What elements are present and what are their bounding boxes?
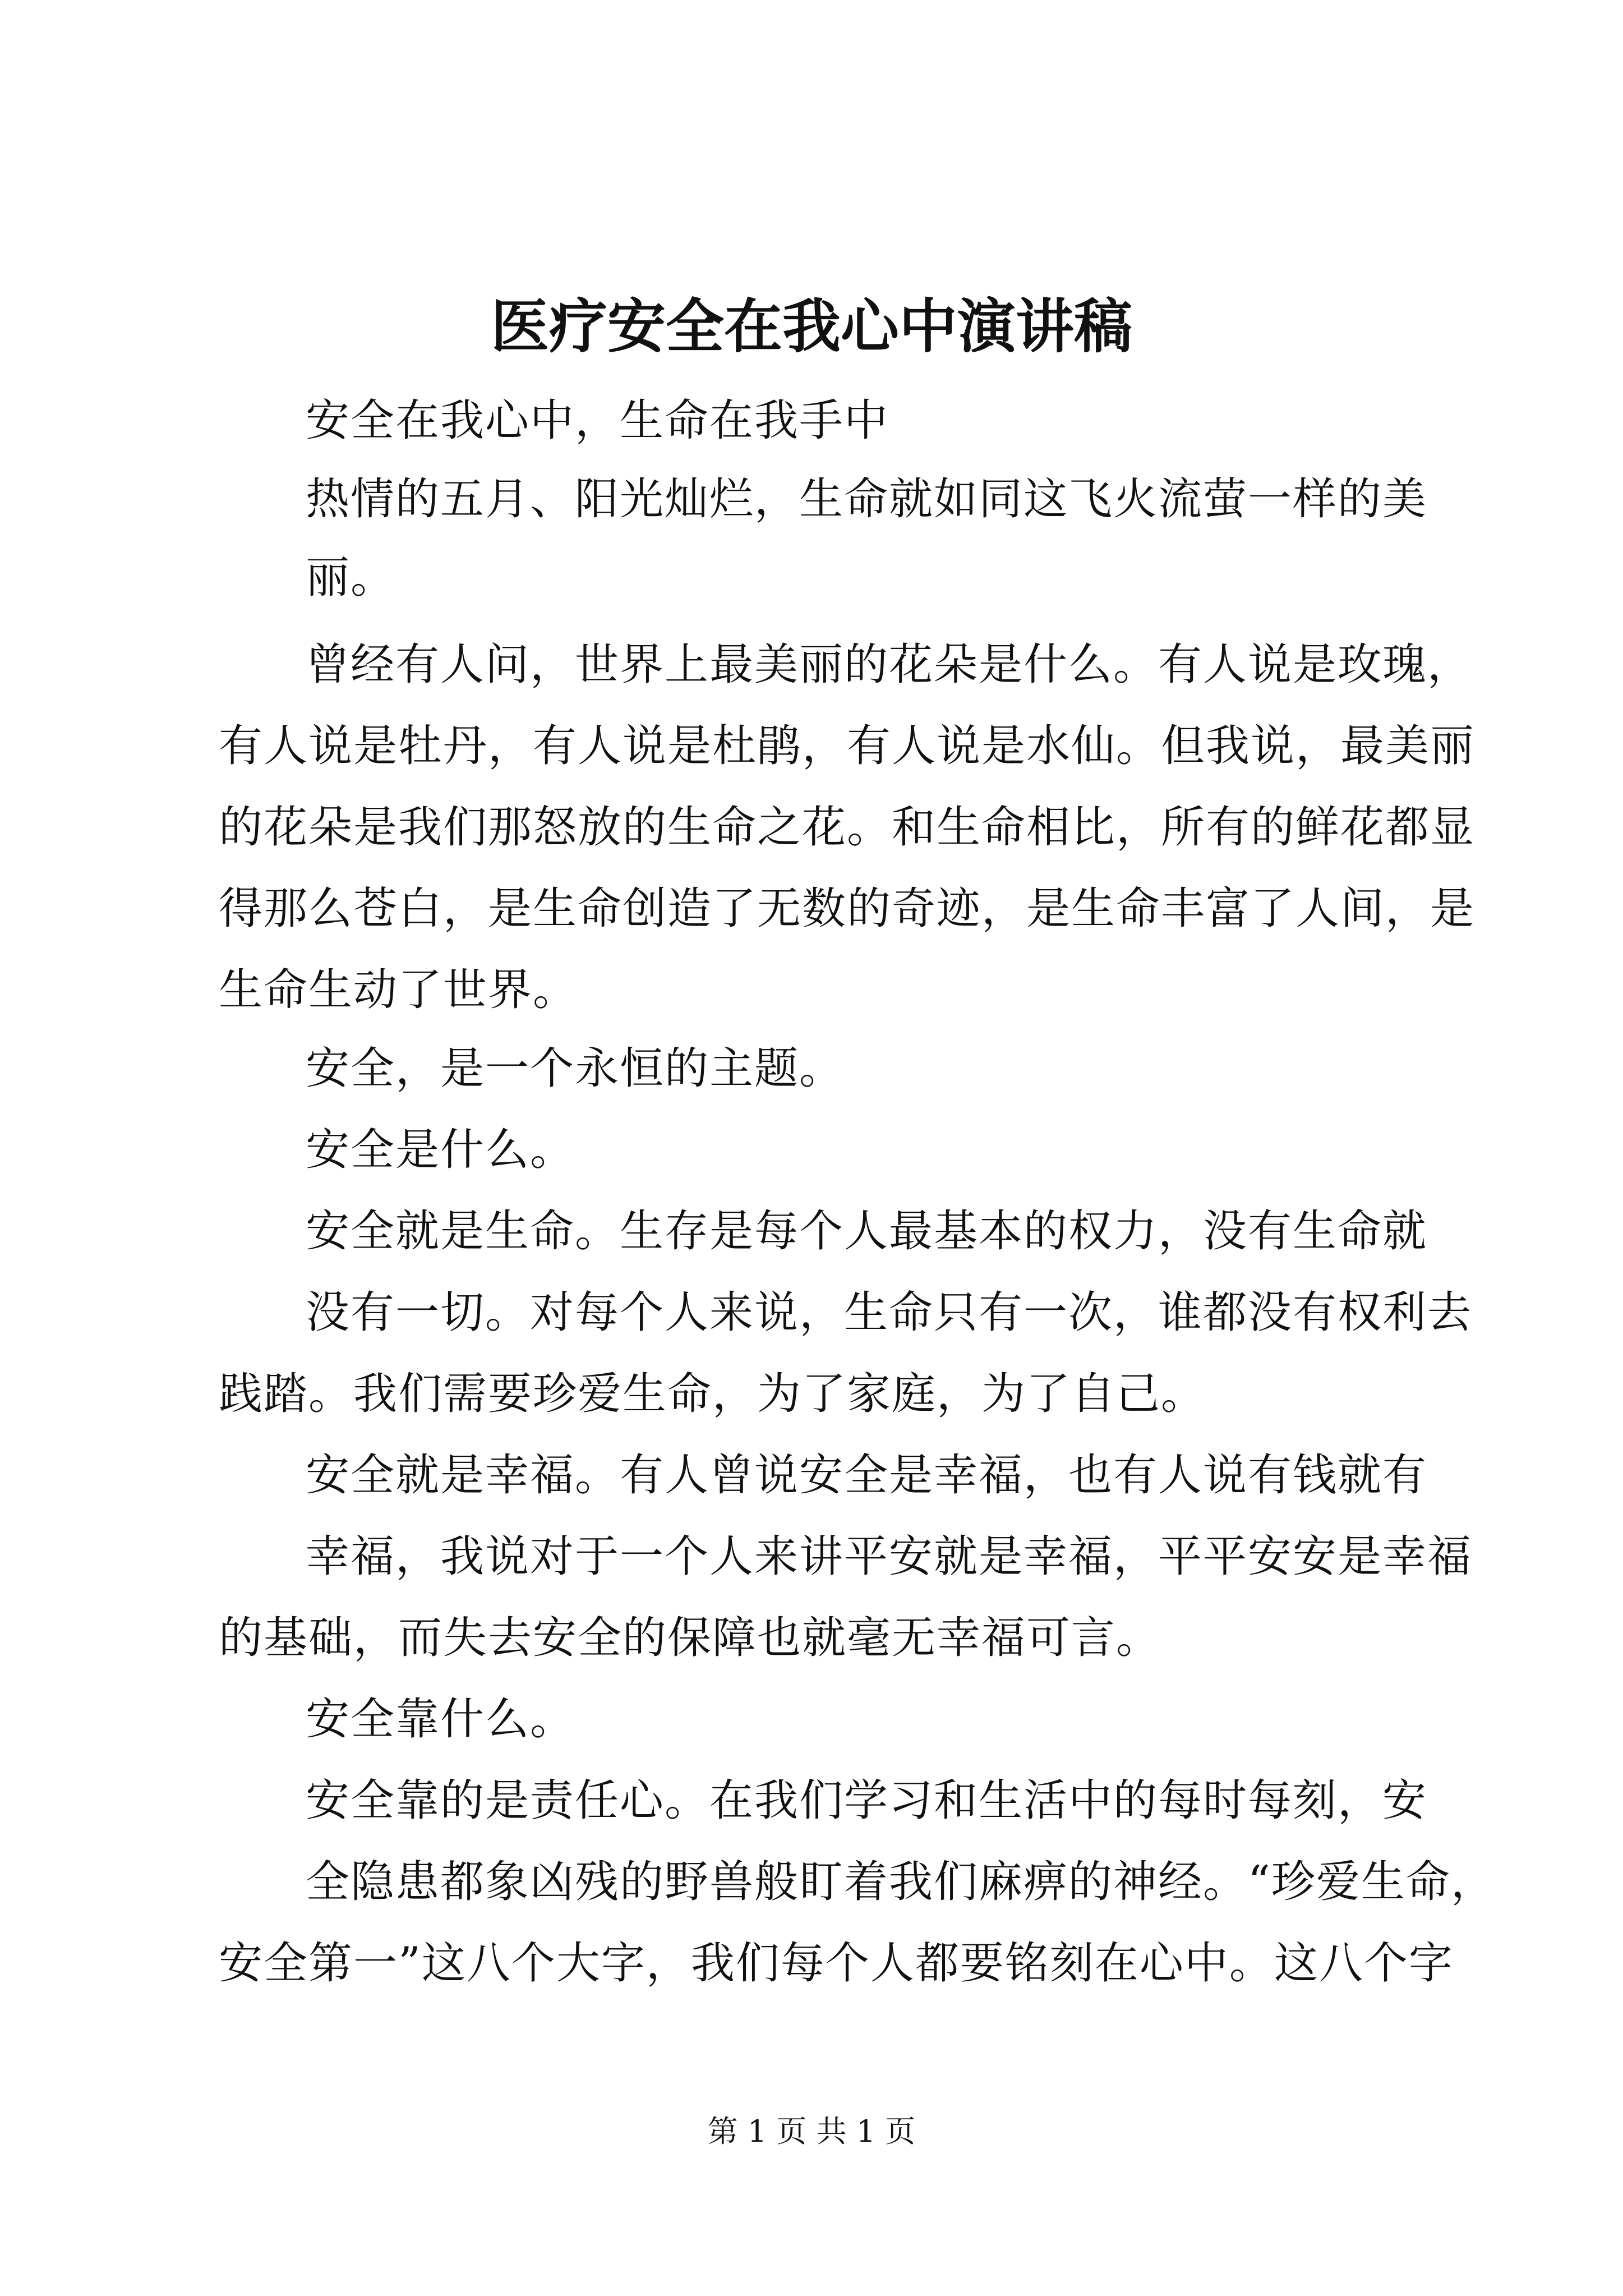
text-line: 安全第一”这八个大字，我们每个人都要铭刻在心中。这八个字 (219, 1938, 1454, 1989)
text-line: 热情的五月、阳光灿烂，生命就如同这飞火流萤一样的美 (306, 474, 1428, 524)
text-line: 安全是什么。 (306, 1125, 575, 1175)
page-footer: 第 1 页 共 1 页 (707, 2114, 916, 2149)
text-line: 有人说是牡丹，有人说是杜鹃，有人说是水仙。但我说，最美丽 (219, 721, 1476, 771)
text-line: 安全就是生命。生存是每个人最基本的权力，没有生命就 (306, 1206, 1428, 1257)
text-line: 安全就是幸福。有人曾说安全是幸福，也有人说有钱就有 (306, 1450, 1428, 1501)
text-line: 践踏。我们需要珍爱生命，为了家庭，为了自己。 (219, 1369, 1206, 1419)
text-line: 全隐患都象凶残的野兽般盯着我们麻痹的神经。“珍爱生命， (306, 1857, 1496, 1907)
text-line: 生命生动了世界。 (219, 965, 578, 1015)
text-line: 幸福，我说对于一个人来讲平安就是幸福，平平安安是幸福 (306, 1531, 1473, 1582)
text-line: 丽。 (306, 553, 396, 603)
document-title: 医疗安全在我心中演讲稿 (490, 292, 1132, 361)
text-line: 没有一切。对每个人来说，生命只有一次，谁都没有权利去 (306, 1287, 1473, 1338)
text-line: 安全，是一个永恒的主题。 (306, 1043, 845, 1094)
text-line: 安全靠什么。 (306, 1694, 575, 1745)
text-line: 安全靠的是责任心。在我们学习和生活中的每时每刻，安 (306, 1775, 1428, 1826)
text-line: 的花朵是我们那怒放的生命之花。和生命相比，所有的鲜花都显 (219, 802, 1476, 853)
text-line: 曾经有人问，世界上最美丽的花朵是什么。有人说是玫瑰， (306, 639, 1473, 690)
text-line: 得那么苍白，是生命创造了无数的奇迹，是生命丰富了人间，是 (219, 884, 1476, 934)
text-line: 的基础，而失去安全的保障也就毫无幸福可言。 (219, 1613, 1161, 1663)
text-line: 安全在我心中，生命在我手中 (306, 395, 889, 446)
